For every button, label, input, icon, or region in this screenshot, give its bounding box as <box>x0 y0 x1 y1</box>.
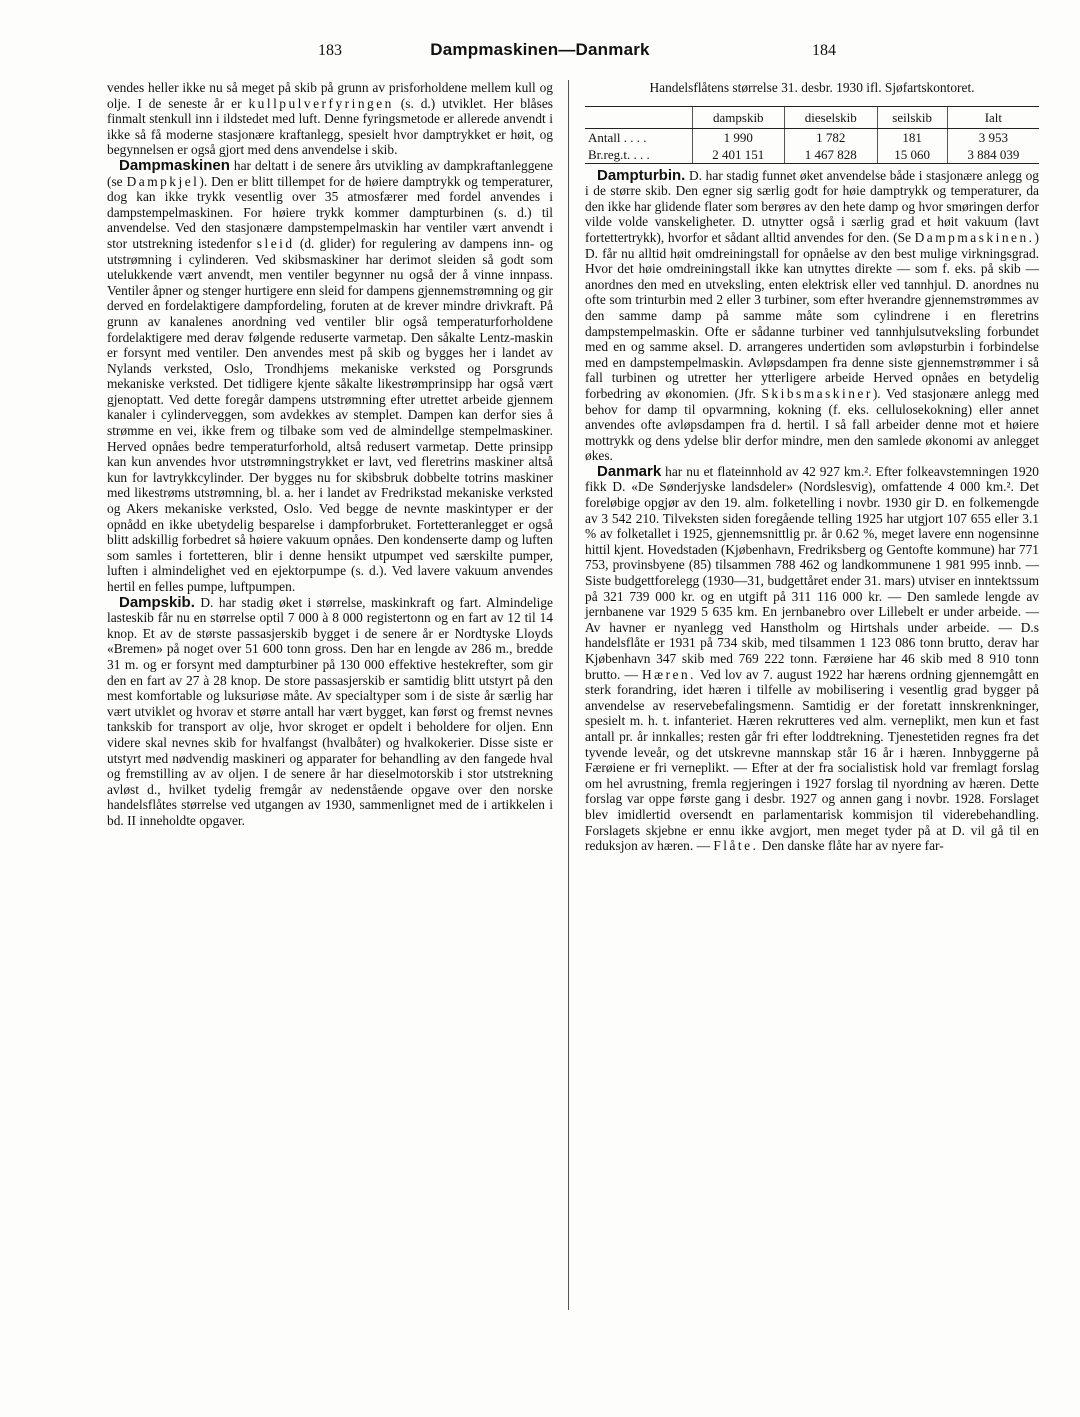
text-run: har nu et flateinnhold av 42 927 km.². Efter folkeavstemningen 1920 fikk D. «De Sønderjyske landsdeler» (Nordslesvig), omfattende 4 000 km.². Det foreløbige opgjør av den 19. alm. folketelling i novbr. 1930 gir D. en folkemengde av 3 542 210. Tilveksten siden foregående telling 1925 har utgjort 107 655 eller 3.1 % av folketallet i 1925, gjennemsnittlig pr. år 0.62 %, meget lavere enn nogensinne hittil kjent. Hovedstaden (Kjøbenhavn, Fredriksberg og Gentofte kommune) har 771 753, provinsbyene (85) tilsammen 788 462 og landkommunene 1 981 995 innb. — Siste budgettforelegg (1930—31, budgettåret ender 31. mars) utviser en inntektssum på 321 739 000 kr. og en utgift på 311 116 000 kr. — Den samlede lengde av jernbanene var 1929 5 635 km. En jernbanebro over Lillebelt er under arbeide. — Av havner er nyanlegg ved Hanstholm og Hirtshals under arbeide. — D.s handelsflåte er 1931 på 734 skib, med tilsammen 1 123 086 tonn brutto, derav har Kjøbenhavn 347 skib med 769 222 tonn. Færøiene har 46 skib med 8 910 tonn brutto. — <box>585 463 1039 682</box>
cross-reference: kullpulverfyringen <box>248 95 394 111</box>
text-run: D. har stadig funnet øket anvendelse både i stasjonære anlegg og i de større skib. Den egner sig særlig godt for høie damptrykk og temperaturer, da den ikke har glidende flater som berøres av den hete damp og hvor smøringen derfor vilde volde vanskeligheter. D. utnytter også i særlig grad et høit vakuum (lavt fortettertrykk), hvorfor et sådant alltid anvendes for den. (Se <box>585 167 1039 245</box>
table-cell: Antall . . . . <box>588 129 647 145</box>
table-header: dampskib <box>692 106 785 128</box>
table-cell: 2 401 151 <box>692 146 785 164</box>
headword-dampturbin: Dampturbin. <box>597 166 686 184</box>
table-cell: 1 467 828 <box>785 146 878 164</box>
table-cell: 3 884 039 <box>947 146 1039 164</box>
table-header <box>585 106 692 128</box>
table-cell: 15 060 <box>877 146 947 164</box>
table-cell: 1 782 <box>785 128 878 146</box>
text-run: Den danske flåte har av nyere far- <box>758 838 944 854</box>
table-header: dieselskib <box>785 106 878 128</box>
cross-reference: Dampmaskinen. <box>914 229 1035 245</box>
running-title: Dampmaskinen—Danmark <box>430 40 650 59</box>
entry-dampmaskinen <box>107 158 553 595</box>
column-divider <box>568 80 569 1310</box>
fleet-table <box>585 106 1039 164</box>
table-cell: 181 <box>877 128 947 146</box>
entry-dampskib <box>107 595 553 829</box>
cross-reference: Skibsmaskiner <box>761 385 873 401</box>
table-header: Ialt <box>947 106 1039 128</box>
headword-dampskib: Dampskib. <box>119 593 195 611</box>
table-row <box>585 128 1039 146</box>
page-number-left: 183 <box>318 42 342 59</box>
text-run: ). Den er blitt tillempet for de høiere damptrykk og temperaturer, dog kan ikke trykk vesentlig over 35 atmosfærer med fordel anvendes i dampstempelmaskinen. For høiere trykk kommer dampturbinen (s. d.) til anvendelse. Ved den stasjonære dampstempelmaskin har ventiler vært anvendt i stor utstrekning istedenfor <box>107 173 553 251</box>
text-run: ). Ved stasjonære anlegg med behov for damp til opvarmning, kokning (f. eks. cellulosekokning) eller annet anvendes ofte avløpsdampen fra d. hertil. I så fall arbeider denne mot et høiere mottrykk og dens ydelse blir derfor mindre, men den samlede økonomi av anlegget økes. <box>585 385 1040 464</box>
table-header: seilskib <box>877 106 947 128</box>
headword-danmark: Danmark <box>597 462 662 480</box>
text-run: ) D. får nu alltid høit omdreiningstall for opnåelse av den best mulige virkningsgrad. Hvor det høie omdreiningstall ikke kan utnyttes direkte — som f. eks. på skib — anordnes den med en utveksling, enten elektrisk eller ved tannhjul. D. anordnes nu ofte som trinturbin med 2 eller 3 turbiner, som efter hverandre gjennemstrømmes av den samme damp på samme måte som cylindrene i en fleretrins dampstempelmaskin. Ofte er sådanne turbiner ved tannhjulsutveksling forbundet med en og samme aksel. D. arrangeres undertiden som avløpsturbin i forbindelse med en dampstempelmaskin. Avløpsdampen fra denne siste gjennemstrømmer i så fall turbinen og utretter her ytterligere arbeide Herved opnåes en betydelig forbedring av økonomien. (Jfr. <box>585 229 1039 401</box>
cross-reference: sleid <box>256 235 295 251</box>
table-row <box>585 146 1039 164</box>
table-cell: 1 990 <box>692 128 785 146</box>
text-run: Ved lov av 7. august 1922 har hærens ordning gjennemgått en sterk forandring, idet hæren i tilfelle av mobilisering i vesentlig grad bygger på anvendelse av reservebefalingsmenn. Samtidig er der foretatt innskrenkninger, spesielt m. h. t. infanteriet. Hæren rekrutteres ved alm. verneplikt, men kun et fast antall pr. år innkalles; resten går fri efter loddtrekning. Tjenestetiden regnes fra det tyvende leveår, og det utskrevne mannskap står 16 år i hæren. Innbyggerne på Færøiene er fri verneplikt. — Efter at der fra socialistisk hold var fremlagt forslag om hel avrustning, fremla regjeringen i 1927 forslag til nyordning av hæren. Dette forslag var oppe første gang i desbr. 1927 og annen gang i novbr. 1928. Forslaget blev imidlertid oversendt en parlamentarisk kommisjon til viderebehandling. Forslagets skjebne er ennu ikke avgjort, men meget tyder på at D. vil gå til en reduksjon av hæren. — <box>585 666 1039 854</box>
text-run: har deltatt i de senere års utvikling av dampkraftanleggene (se <box>107 157 553 189</box>
text-run: (d. glider) for regulering av dampens inn- og utstrømning i cylinderen. Ved skibsmaskiner har derimot sleiden så godt som utelukkende vært anvendt, men ventiler begynner nu også der å vinne innpass. Ventiler åpner og stenger hurtigere enn sleid for dampens gjennemstrømning og gir derved en fordelaktigere dampfordeling, foruten at de krever mindre drivkraft. På grunn av kanalenes anordning ved ventiler blir også temperaturforholdene fordelaktigere med derav følgende reduserte varmetap. Den såkalte Lentz-maskin er forsynt med ventiler. Den anvendes mest på skib og bygges her i landet av Nylands verksted, Oslo, Trondhjems mekaniske verksted og Porsgrunds mekaniske verksted. Det tidligere kjente såkalte likestrømprinsipp har også vært gjenoptatt. Ved dette foregår dampens utstrømning efter utrettet arbeide gjennem kanaler i cylinderveggen, som avdekkes av stemplet. Dampen kan derfor sies å strømme en vei, ikke frem og tilbake som ved de almindellge stempelmaskiner. Herved opnåes bedre temperaturforhold, altså redusert varmetap. Dette prinsipp kan kun anvendes hvor utstrømningstrykket er lavt, ved fleretrins maskiner altså kun for lavtrykkcylinder. Der bygges nu for skibsbruk dobbelte totrins maskiner med likestrøms utstrømning, bl. a. her i landet av Fredrikstad mekaniske verksted og Akers mekaniske verksted, Oslo. Ved begge de nevnte maskintyper er der opnådd en ikke ubetydelig besparelse i dampforbruket. Fortetteranlegget er også blitt adskillig forbedret så høiere vakuum opnåes. Den kondenserte damp og luften som samles i fortetteren, blir i denne hensikt utpumpet ved særskilte pumper, luften i almindelighet ved en ejektorpumpe (s. d.). Ved lavere vakuum anvendes hertil en felles pumpe, luftpumpen. <box>107 235 553 594</box>
cross-reference: Dampkjel <box>126 173 200 189</box>
table-cell: 3 953 <box>947 128 1039 146</box>
text-run: D. har stadig øket i størrelse, maskinkraft og fart. Almindelige lasteskib får nu en størrelse optil 7 000 à 8 000 registertonn og en fart av 12 til 14 knop. Et av de største passasjerskib bygget i de senere år er Nordtyske Lloyds «Bremen» på noget over 51 600 tonn gross. Den har en lengde av 286 m., bredde 31 m. og er forsynt med dampturbiner på 130 000 effektive hestekrefter, som gir den en fart av 27 à 28 knop. De store passasjerskib er samtidig blitt utstyrt på den mest komfortable og luksuriøse måte. Av specialtyper som i de siste år særlig har vært utviklet og hvorav et større antall har vært bygget, kan først og fremst nevnes tankskib for transport av olje, hvor skroget er opdelt i beholdere for oljen. Enn videre skal nevnes skib for hvalfangst (hvalbåter) og hvalkokerier. Disse siste er utstyrt med nødvendig maskineri og apparater for behandling av den fangede hval og fremstilling av av oljen. I de senere år har dieselmotorskib i stor utstrekning avløst d., hvilket tydelig fremgår av nedenstående opgave over den norske handelsflåtes størrelse ved utgangen av 1930, sammenlignet med de i artikkelen i bd. II inneholdte opgaver. <box>107 594 553 828</box>
table-cell: Br.reg.t. . . . <box>585 146 692 164</box>
table-header-row <box>585 106 1039 128</box>
entry-dampturbin <box>585 168 1039 464</box>
table-caption: Handelsflåtens størrelse 31. desbr. 1930 ifl. Sjøfartskontoret. <box>649 80 975 95</box>
right-column <box>585 80 1039 854</box>
cross-reference: Hæren. <box>641 666 697 682</box>
page-number-right: 184 <box>812 42 836 59</box>
headword-dampmaskinen: Dampmaskinen <box>119 156 230 174</box>
paragraph-kullpulver <box>107 80 553 158</box>
cross-reference: Flåte. <box>713 838 759 854</box>
left-column <box>107 80 553 829</box>
text-run: (s. d.) utviklet. Her blåses finmalt stenkull inn i ildstedet med luft. Denne fyringsmetode er allerede anvendt i ikke så få moderne stasjonære kraftanlegg, spesielt hvor damptrykket er høit, og begynnelsen er også gjort med dens anvendelse i skib. <box>107 95 553 158</box>
text-run: vendes heller ikke nu så meget på skib på grunn av prisforholdene mellem kull og olje. I de seneste år er <box>107 80 553 111</box>
entry-danmark <box>585 464 1039 854</box>
